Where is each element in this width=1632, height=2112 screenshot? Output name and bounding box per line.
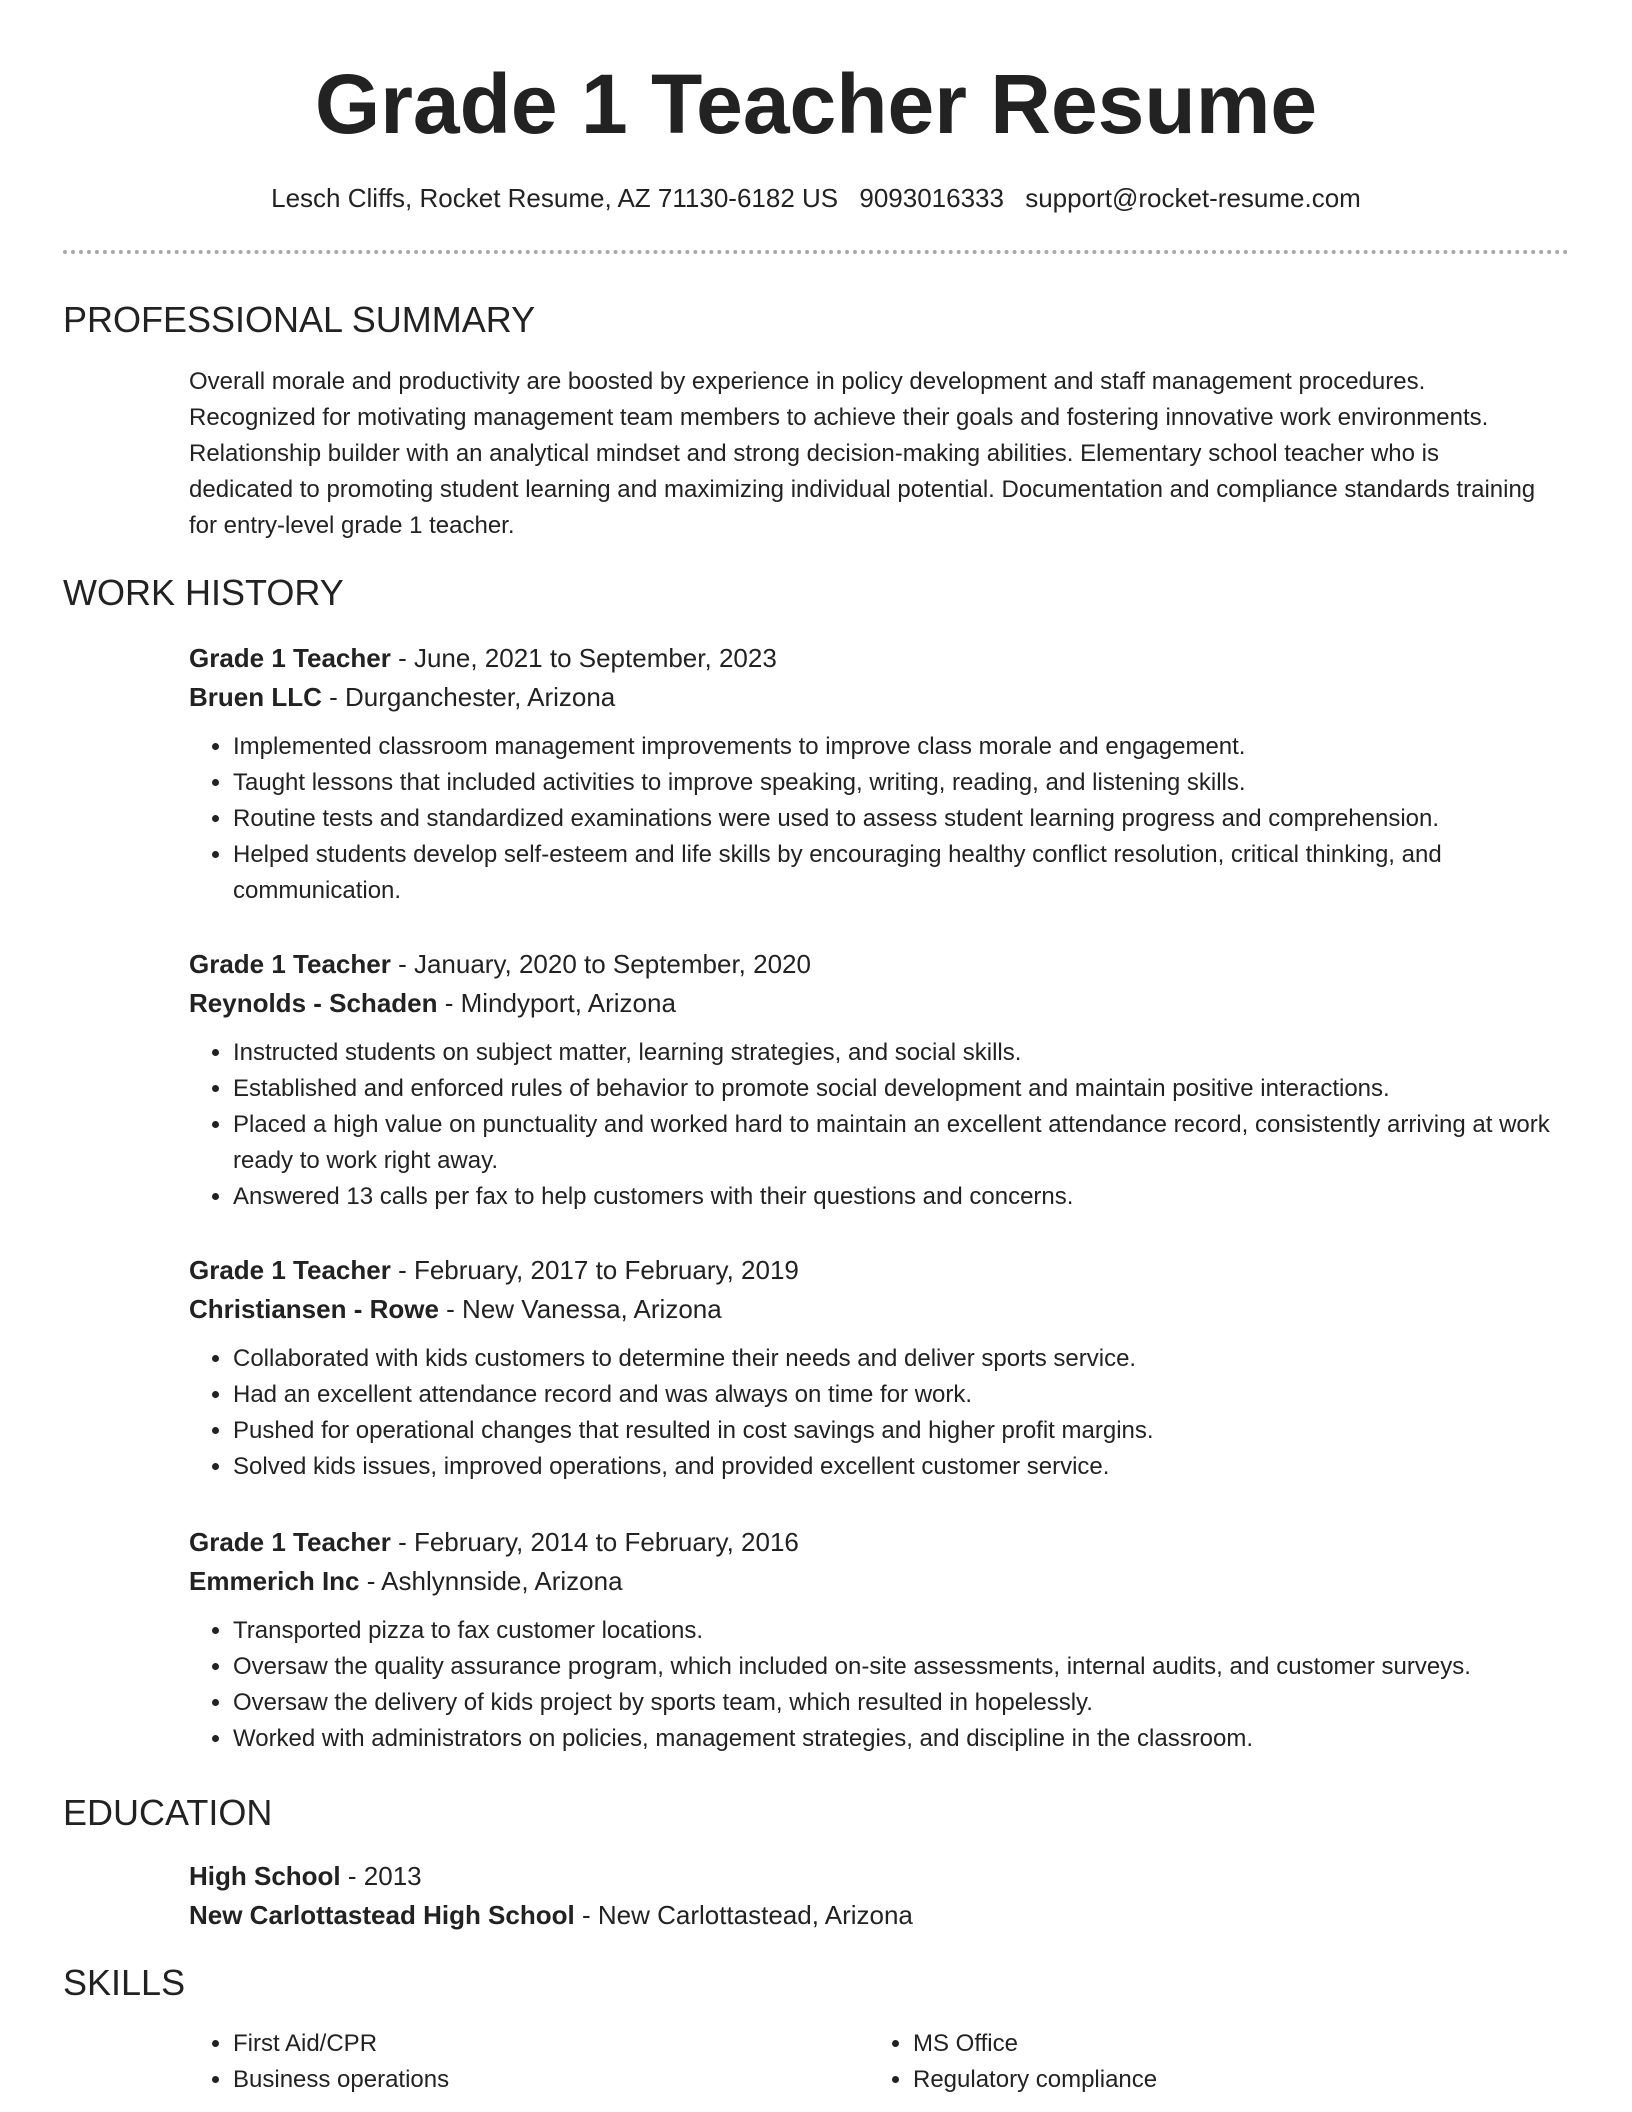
job-company: Christiansen - Rowe <box>189 1294 439 1324</box>
resume-title: Grade 1 Teacher Resume <box>314 57 1318 151</box>
contact-address: Lesch Cliffs, Rocket Resume, AZ 71130-6182 US <box>271 183 839 213</box>
job-company-line <box>189 1290 1569 1329</box>
job-dates: - June, 2021 to September, 2023 <box>390 643 777 673</box>
job-bullet: • Pushed for operational changes that resulted in cost savings and higher profit margins. <box>233 1413 1569 1449</box>
skills-list-right <box>869 2026 1513 2098</box>
job-bullet: • Established and enforced rules of behavior to promote social development and maintain positive interactions. <box>233 1071 1569 1107</box>
job-title-line <box>189 1523 1569 1562</box>
contact-line <box>0 180 1632 216</box>
job-bullet: • Transported pizza to fax customer locations. <box>233 1613 1569 1649</box>
job-bullet: • Implemented classroom management improvements to improve class morale and engagement. <box>233 729 1569 765</box>
contact-phone: 9093016333 <box>859 183 1004 213</box>
job-entry <box>189 1251 1569 1485</box>
job-bullet: • Instructed students on subject matter, learning strategies, and social skills. <box>233 1035 1569 1071</box>
job-title-line <box>189 639 1569 678</box>
job-bullets <box>189 1035 1569 1215</box>
job-company: Emmerich Inc <box>189 1566 360 1596</box>
job-bullet: • Had an excellent attendance record and was always on time for work. <box>233 1377 1569 1413</box>
education-entry <box>189 1857 1569 1935</box>
education-degree: High School <box>189 1861 341 1891</box>
education-school: New Carlottastead High School <box>189 1900 575 1930</box>
job-bullet: • Answered 13 calls per fax to help customers with their questions and concerns. <box>233 1179 1569 1215</box>
job-location: - Durganchester, Arizona <box>321 682 616 712</box>
job-title: Grade 1 Teacher <box>189 949 391 979</box>
skill-item: • First Aid/CPR <box>233 2026 833 2062</box>
job-bullet: • Solved kids issues, improved operations, and provided excellent customer service. <box>233 1449 1569 1485</box>
education-degree-line <box>189 1857 1569 1896</box>
education-school-line <box>189 1896 1569 1935</box>
job-title: Grade 1 Teacher <box>189 643 391 673</box>
job-bullet: • Oversaw the quality assurance program, which included on-site assessments, internal audits, and customer surveys. <box>233 1649 1569 1685</box>
skills-heading: SKILLS <box>63 1962 186 2003</box>
skill-item: • Business operations <box>233 2062 833 2098</box>
job-entry <box>189 639 1569 909</box>
job-bullet: • Oversaw the delivery of kids project by sports team, which resulted in hopelessly. <box>233 1685 1569 1721</box>
job-bullet: • Routine tests and standardized examinations were used to assess student learning progress and comprehension. <box>233 801 1569 837</box>
job-title-line <box>189 945 1569 984</box>
education-location: - New Carlottastead, Arizona <box>574 1900 913 1930</box>
skill-item: • Regulatory compliance <box>913 2062 1513 2098</box>
header-divider <box>63 250 1569 254</box>
work-history-heading: WORK HISTORY <box>63 572 344 613</box>
job-entry <box>189 1523 1569 1757</box>
education-heading: EDUCATION <box>63 1792 273 1833</box>
job-company: Bruen LLC <box>189 682 322 712</box>
summary-heading: PROFESSIONAL SUMMARY <box>63 299 536 340</box>
job-company-line <box>189 678 1569 717</box>
job-bullet: • Helped students develop self-esteem and life skills by encouraging healthy conflict resolution, critical thinking, and communication. <box>233 837 1569 909</box>
job-bullet: • Taught lessons that included activities to improve speaking, writing, reading, and listening skills. <box>233 765 1569 801</box>
job-company-line <box>189 1562 1569 1601</box>
education-year: - 2013 <box>340 1861 422 1891</box>
job-title-line <box>189 1251 1569 1290</box>
job-bullet: • Worked with administrators on policies, management strategies, and discipline in the classroom. <box>233 1721 1569 1757</box>
job-location: - Ashlynnside, Arizona <box>359 1566 623 1596</box>
job-title: Grade 1 Teacher <box>189 1527 391 1557</box>
job-title: Grade 1 Teacher <box>189 1255 391 1285</box>
skills-list-left <box>189 2026 833 2098</box>
job-bullets <box>189 729 1569 909</box>
job-dates: - February, 2014 to February, 2016 <box>390 1527 799 1557</box>
job-location: - Mindyport, Arizona <box>437 988 676 1018</box>
job-location: - New Vanessa, Arizona <box>438 1294 722 1324</box>
skill-item: • MS Office <box>913 2026 1513 2062</box>
job-dates: - January, 2020 to September, 2020 <box>390 949 811 979</box>
job-company-line <box>189 984 1569 1023</box>
job-bullet: • Collaborated with kids customers to determine their needs and deliver sports service. <box>233 1341 1569 1377</box>
job-entry <box>189 945 1569 1215</box>
summary-text: Overall morale and productivity are boosted by experience in policy development and staff management procedures. Recognized for motivating management team members to achieve their goals and fostering innovative work environments. Relationship builder with an analytical mindset and strong decision-making abilities. Elementary school teacher who is dedicated to promoting student learning and maximizing individual potential. Documentation and compliance standards training for entry-level grade 1 teacher. <box>189 368 1536 539</box>
contact-email: support@rocket-resume.com <box>1025 183 1361 213</box>
job-bullets <box>189 1341 1569 1485</box>
job-bullets <box>189 1613 1569 1757</box>
job-bullet: • Placed a high value on punctuality and worked hard to maintain an excellent attendance record, consistently arriving at work ready to work right away. <box>233 1107 1569 1179</box>
job-company: Reynolds - Schaden <box>189 988 438 1018</box>
job-dates: - February, 2017 to February, 2019 <box>390 1255 799 1285</box>
